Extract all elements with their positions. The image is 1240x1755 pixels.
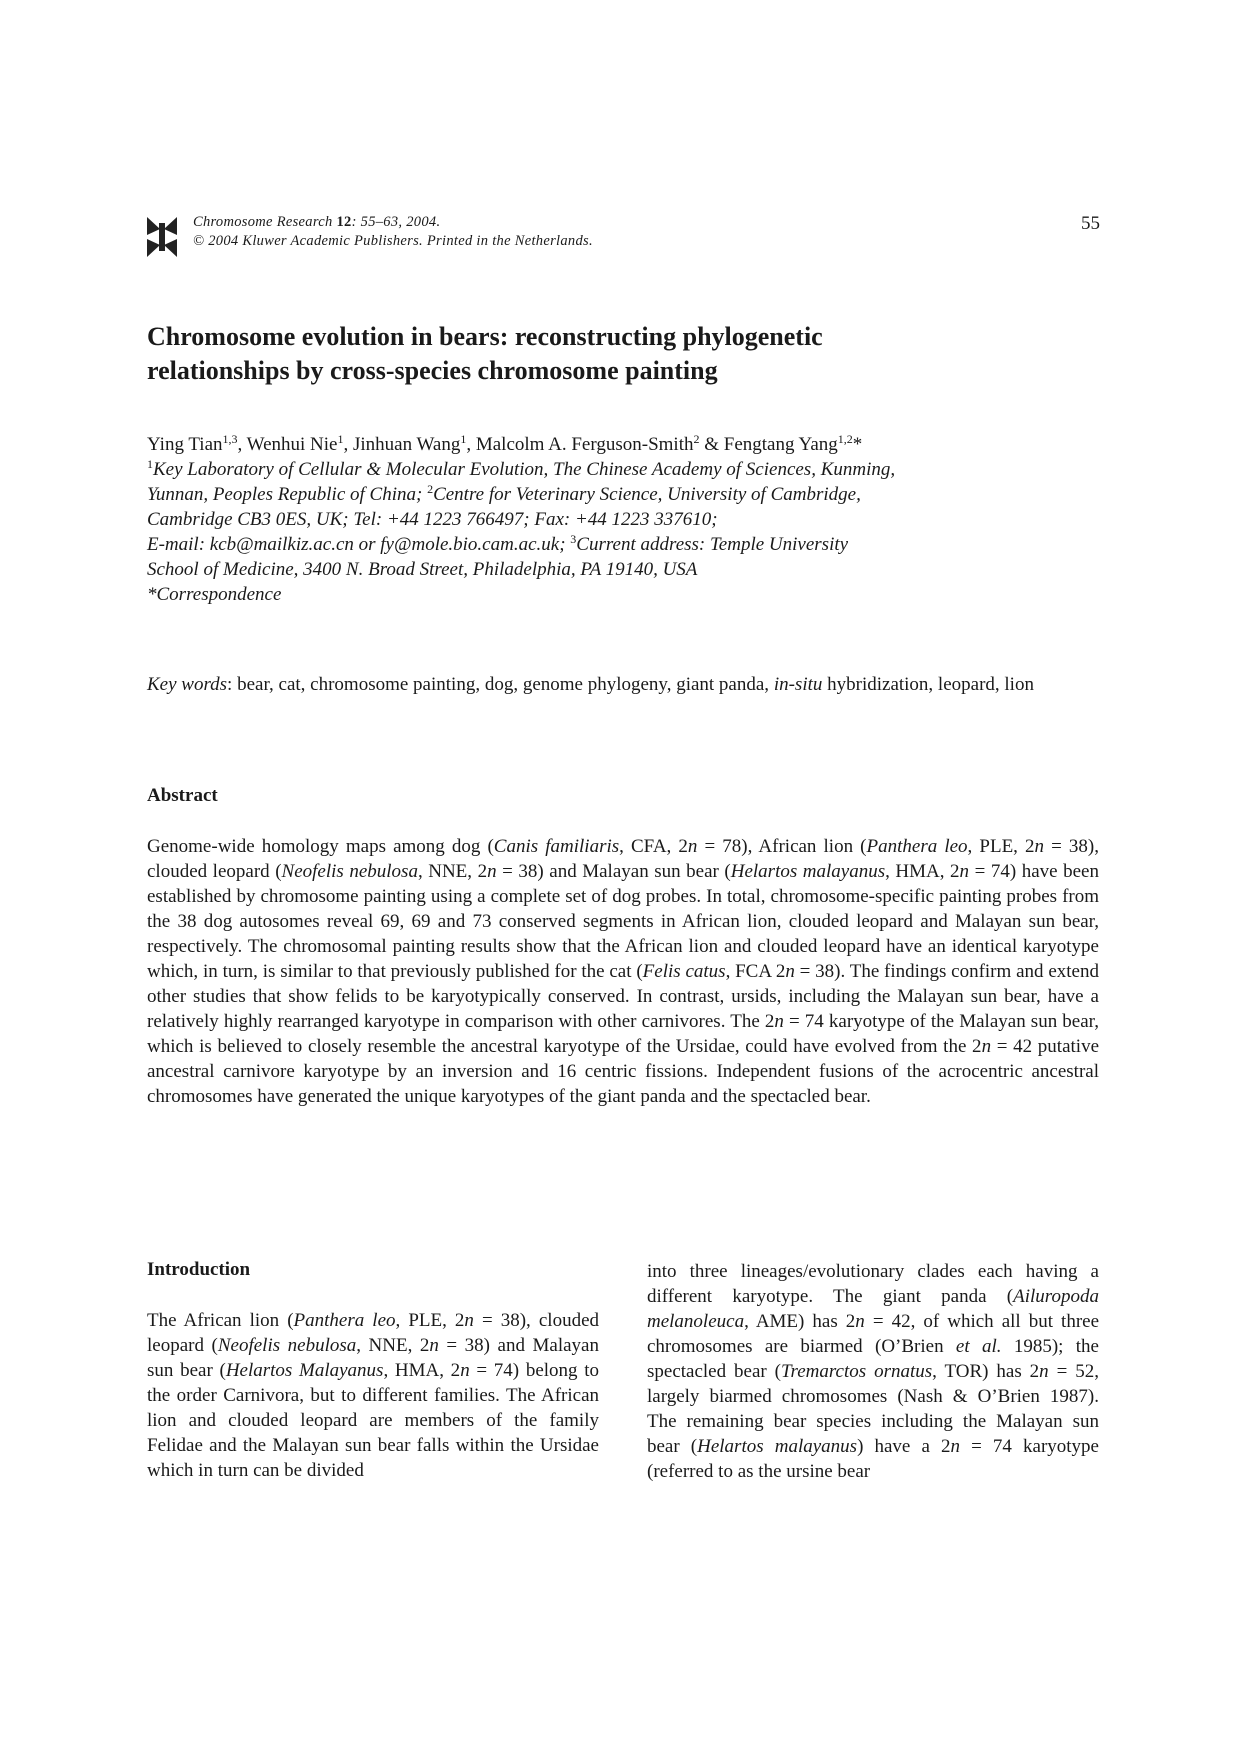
keywords-text: : bear, cat, chromosome painting, dog, genome phylogeny, giant panda, (227, 674, 774, 695)
affiliation-marker: 1 (337, 432, 344, 446)
keywords-label: Key words (147, 674, 228, 695)
page-number: 55 (1081, 213, 1100, 234)
keywords-text: in-situ (773, 674, 823, 695)
author-name: , Jinhuan Wang (343, 434, 461, 455)
affiliation-text: Centre for Veterinary Science, University of Cambridge, (433, 484, 861, 505)
author-name: & Fengtang Yang (699, 434, 838, 455)
affiliation-marker: 2 (693, 432, 700, 446)
email-text: E-mail: kcb@mailkiz.ac.cn or fy@mole.bio.cam.ac.uk; (147, 534, 571, 555)
introduction-column-left: The African lion (Panthera leo, PLE, 2n = 38), clouded leopard (Neofelis nebulosa, NNE, 2n = 38) and Malayan sun bear (Helartos Malayanus, HMA, 2n = 74) belong to the order Carnivora, but to different families. The African lion and clouded leopard are members of the family Felidae and the Malayan sun bear falls within the Ursidae which in turn can be divided (147, 1310, 600, 1481)
affiliation-text: Key Laboratory of Cellular & Molecular Evolution, The Chinese Academy of Sciences, Kunming, (153, 459, 896, 480)
publisher-logo-icon (145, 215, 179, 259)
keywords (147, 672, 1097, 697)
author-name: , Malcolm A. Ferguson-Smith (466, 434, 694, 455)
email-line (147, 532, 1097, 557)
affiliation-line (147, 457, 1097, 482)
affiliation-text: Current address: Temple University (576, 534, 849, 555)
journal-pages: : 55–63, 2004. (351, 214, 441, 230)
title-line-1: Chromosome evolution in bears: reconstructing phylogenetic (147, 322, 823, 351)
copyright-line: © 2004 Kluwer Academic Publishers. Printed in the Netherlands. (193, 233, 593, 249)
introduction-column-right: into three lineages/evolutionary clades each having a different karyotype. The giant panda (Ailuropoda melanoleuca, AME) has 2n = 42, of which all but three chromosomes are biarmed (O’Brien et al. 1985); the spectacled bear (Tremarctos ornatus, TOR) has 2n = 52, largely biarmed chromosomes (Nash & O’Brien 1987). The remaining bear species including the Malayan sun bear (Helartos malayanus) have a 2n = 74 karyotype (referred to as the ursine bear (647, 1261, 1100, 1482)
affiliation-marker: 2 (427, 482, 434, 496)
contact-line: Cambridge CB3 0ES, UK; Tel: +44 1223 766497; Fax: +44 1223 337610; (147, 509, 718, 530)
journal-volume: 12 (336, 214, 352, 230)
correspondence-marker: * (852, 434, 863, 455)
affiliation-marker: 1,3 (222, 432, 238, 446)
introduction-heading: Introduction (147, 1259, 251, 1280)
affiliation-line (147, 482, 1097, 507)
address-line: School of Medicine, 3400 N. Broad Street, Philadelphia, PA 19140, USA (147, 559, 698, 580)
author-name: Ying Tian (147, 434, 223, 455)
affiliation-marker: 3 (570, 532, 577, 546)
paper-title (147, 320, 1047, 388)
correspondence-note: *Correspondence (147, 584, 282, 605)
author-list (147, 432, 1097, 457)
journal-citation (193, 213, 593, 251)
author-name: , Wenhui Nie (237, 434, 338, 455)
journal-name: Chromosome Research (193, 214, 333, 230)
affiliation-text: Yunnan, Peoples Republic of China; (147, 484, 428, 505)
affiliation-marker: 1 (460, 432, 467, 446)
affiliation-marker: 1,2 (837, 432, 853, 446)
abstract-heading: Abstract (147, 785, 218, 806)
affiliation-marker: 1 (147, 457, 153, 471)
abstract-body: Genome-wide homology maps among dog (Canis familiaris, CFA, 2n = 78), African lion (Panthera leo, PLE, 2n = 38), clouded leopard (Neofelis nebulosa, NNE, 2n = 38) and Malayan sun bear (Helartos malayanus, HMA, 2n = 74) have been established by chromosome painting using a complete set of dog probes. In total, chromosome-specific painting probes from the 38 dog autosomes reveal 69, 69 and 73 conserved segments in African lion, clouded leopard and Malayan sun bear, respectively. The chromosomal painting results show that the African lion and clouded leopard have an identical karyotype which, in turn, is similar to that previously published for the cat (Felis catus, FCA 2n = 38). The findings confirm and extend other studies that show felids to be karyotypically conserved. In contrast, ursids, including the Malayan sun bear, have a relatively highly rearranged karyotype in comparison with other carnivores. The 2n = 74 karyotype of the Malayan sun bear, which is believed to closely resemble the ancestral karyotype of the Ursidae, could have evolved from the 2n = 42 putative ancestral carnivore karyotype by an inversion and 16 centric fissions. Independent fusions of the acrocentric ancestral chromosomes have generated the unique karyotypes of the giant panda and the spectacled bear. (147, 836, 1100, 1107)
affiliations (147, 457, 1097, 607)
title-line-2: relationships by cross-species chromosome painting (147, 356, 718, 385)
running-header (145, 213, 1100, 263)
keywords-text: hybridization, leopard, lion (822, 674, 1034, 695)
